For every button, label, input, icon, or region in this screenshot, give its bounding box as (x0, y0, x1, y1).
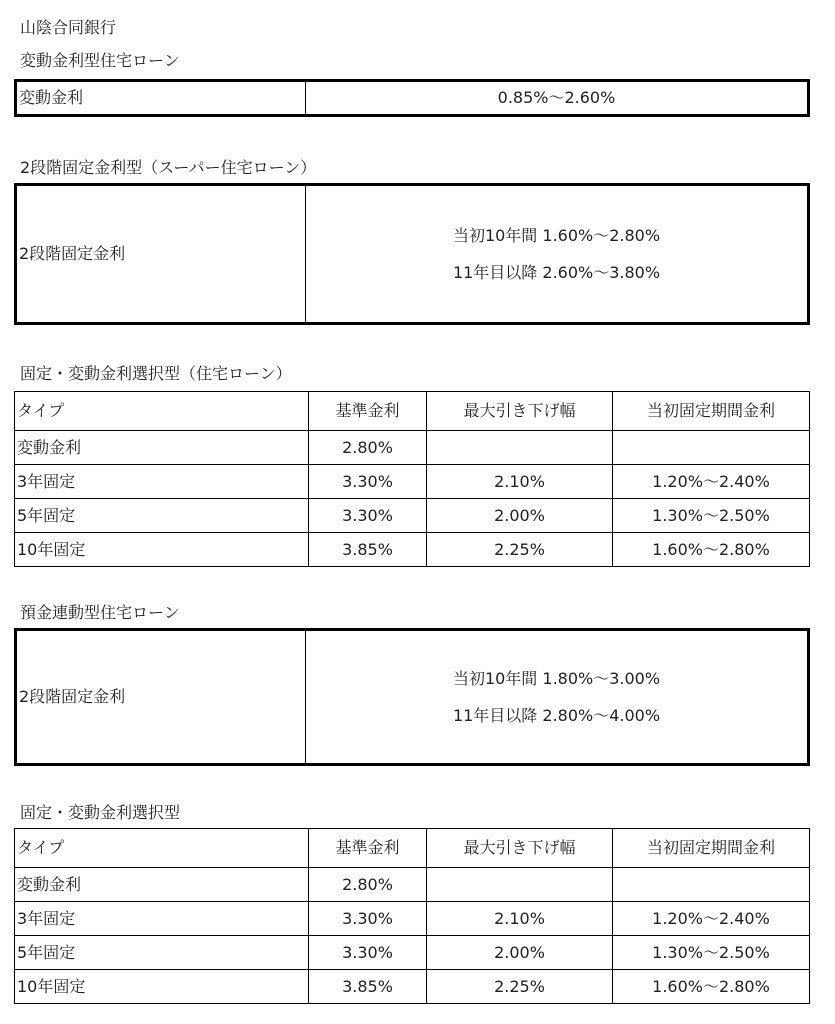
row-base-rate: 2.80% (309, 431, 427, 465)
row-initial-fixed-rate (613, 431, 810, 465)
row-max-discount (427, 431, 613, 465)
row-type: 10年固定 (15, 970, 309, 1004)
table-row (15, 431, 810, 465)
table-row (15, 902, 810, 936)
row-type: 3年固定 (15, 902, 309, 936)
row-type: 3年固定 (15, 465, 309, 499)
row-max-discount: 2.00% (427, 499, 613, 533)
two-stage-initial-rate: 当初10年間 1.60%～2.80% (452, 226, 661, 245)
deposit-linked-loan-title: 預金連動型住宅ローン (20, 603, 180, 622)
row-base-rate: 3.30% (309, 936, 427, 970)
table-row (15, 970, 810, 1004)
row-max-discount: 2.25% (427, 533, 613, 567)
header-initial-fixed-rate: 当初固定期間金利 (613, 392, 810, 431)
row-initial-fixed-rate: 1.60%～2.80% (613, 533, 810, 567)
row-initial-fixed-rate: 1.60%～2.80% (613, 970, 810, 1004)
table-row (15, 936, 810, 970)
selection-loan-title: 固定・変動金利選択型（住宅ローン） (20, 364, 292, 383)
header-initial-fixed-rate: 当初固定期間金利 (613, 829, 810, 868)
row-initial-fixed-rate: 1.20%～2.40% (613, 465, 810, 499)
row-base-rate: 3.30% (309, 499, 427, 533)
row-type: 変動金利 (15, 431, 309, 465)
header-type: タイプ (15, 392, 309, 431)
two-stage-loan-title: 2段階固定金利型（スーパー住宅ローン） (20, 158, 317, 177)
header-base-rate: 基準金利 (309, 392, 427, 431)
variable-rate-label: 変動金利 (16, 81, 306, 116)
two-stage-label: 2段階固定金利 (16, 185, 306, 324)
header-type: タイプ (15, 829, 309, 868)
row-max-discount: 2.10% (427, 465, 613, 499)
row-max-discount (427, 868, 613, 902)
deposit-linked-initial-rate: 当初10年間 1.80%～3.00% (452, 669, 661, 688)
table-row (15, 868, 810, 902)
row-base-rate: 3.85% (309, 970, 427, 1004)
deposit-linked-table (14, 628, 810, 766)
table-row (15, 465, 810, 499)
selection-type-table (14, 828, 810, 1004)
two-stage-table (14, 183, 810, 325)
deposit-linked-label: 2段階固定金利 (16, 630, 306, 765)
table-header-row (15, 392, 810, 431)
row-initial-fixed-rate: 1.20%～2.40% (613, 902, 810, 936)
variable-rate-table (14, 79, 810, 117)
header-base-rate: 基準金利 (309, 829, 427, 868)
header-max-discount: 最大引き下げ幅 (427, 392, 613, 431)
table-row (15, 499, 810, 533)
variable-rate-loan-title: 変動金利型住宅ローン (20, 51, 180, 70)
row-base-rate: 2.80% (309, 868, 427, 902)
table-row (15, 533, 810, 567)
row-initial-fixed-rate: 1.30%～2.50% (613, 499, 810, 533)
row-initial-fixed-rate (613, 868, 810, 902)
variable-rate-value: 0.85%～2.60% (306, 81, 809, 116)
row-base-rate: 3.85% (309, 533, 427, 567)
row-base-rate: 3.30% (309, 902, 427, 936)
row-type: 5年固定 (15, 936, 309, 970)
bank-name: 山陰合同銀行 (20, 18, 117, 37)
deposit-linked-rates (306, 630, 809, 765)
row-type: 変動金利 (15, 868, 309, 902)
two-stage-later-rate: 11年目以降 2.60%～3.80% (452, 263, 661, 282)
deposit-linked-later-rate: 11年目以降 2.80%～4.00% (452, 706, 661, 725)
row-initial-fixed-rate: 1.30%～2.50% (613, 936, 810, 970)
selection-type-title: 固定・変動金利選択型 (20, 803, 181, 822)
row-base-rate: 3.30% (309, 465, 427, 499)
two-stage-rates (306, 185, 809, 324)
row-max-discount: 2.10% (427, 902, 613, 936)
row-max-discount: 2.00% (427, 936, 613, 970)
row-type: 10年固定 (15, 533, 309, 567)
table-header-row (15, 829, 810, 868)
row-type: 5年固定 (15, 499, 309, 533)
header-max-discount: 最大引き下げ幅 (427, 829, 613, 868)
row-max-discount: 2.25% (427, 970, 613, 1004)
selection-rate-table (14, 391, 810, 567)
